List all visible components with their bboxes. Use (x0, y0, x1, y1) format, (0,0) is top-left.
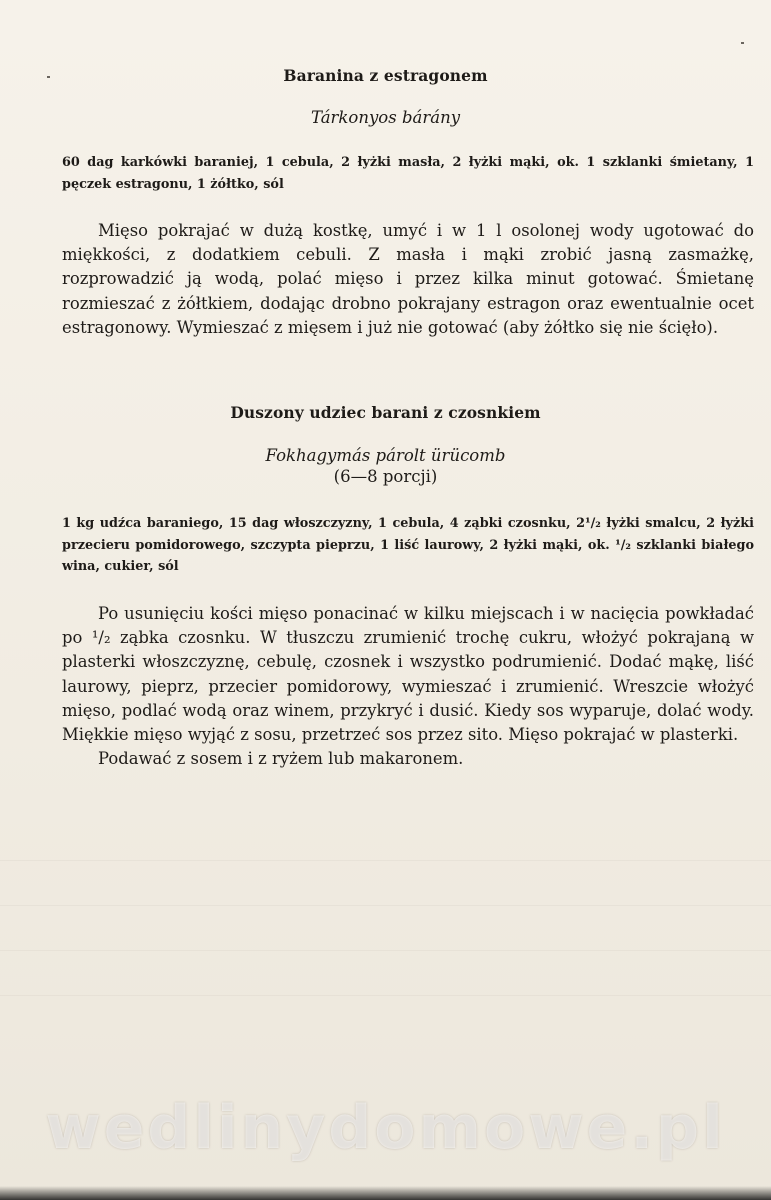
speck (741, 42, 744, 44)
bleed-line (0, 905, 771, 906)
watermark: wedlinydomowe.pl (45, 1093, 726, 1163)
ingredients-list: 60 dag karkówki baraniej, 1 cebula, 2 łyżki masła, 2 łyżki mąki, ok. 1 szklanki śmietany, 1 pęczek estragonu, 1 żółtko, sól (62, 155, 754, 192)
recipe-title: Baranina z estragonem (283, 66, 488, 85)
bleed-line (0, 995, 771, 996)
ingredients-list: 1 kg udźca baraniego, 15 dag włoszczyzny, 1 cebula, 4 ząbki czosnku, 2¹/₂ łyżki smalcu, 2 łyżki przecieru pomidorowego, szczypta pieprzu, 1 liść laurowy, 2 łyżki mąki, ok. ¹/₂ szklanki białego wina, cukier, sól (62, 516, 754, 574)
recipe-subtitle: Tárkonyos bárány (310, 108, 461, 127)
recipe-subtitle: Fokhagymás párolt ürücomb (265, 446, 506, 465)
instruction-paragraph: Mięso pokrajać w dużą kostkę, umyć i w 1 l osolonej wody ugotować do miękkości, z dodatkiem cebuli. Z masła i mąki zrobić jasną zasmażkę, rozprowadzić ją wodą, polać mięso i przez kilka minut gotować. Śmietanę rozmieszać z żółtkiem, dodając drobno pokrajany estragon oraz ewentualnie ocet estragonowy. Wymieszać z mięsem i już nie gotować (aby żółtko się nie ścięło). (62, 221, 754, 337)
recipe-instructions (62, 602, 754, 771)
page-bottom-shadow (0, 1186, 771, 1200)
recipe-instructions (62, 219, 754, 340)
instruction-paragraph: Po usunięciu kości mięso ponacinać w kilku miejscach i w nacięcia powkładać po ¹/₂ ząbka czosnku. W tłuszczu zrumienić trochę cukru, włożyć pokrajaną w plasterki włoszczyznę, cebulę, czosnek i wszystko podrumienić. Dodać mąkę, liść laurowy, pieprz, przecier pomidorowy, wymieszać i zrumienić. Wreszcie włożyć mięso, podlać wodą oraz winem, przykryć i dusić. Kiedy sos wyparuje, dolać wody. Miękkie mięso wyjąć z sosu, przetrzeć sos przez sito. Mięso pokrajać w plasterki. (62, 604, 754, 745)
bleed-line (0, 860, 771, 861)
instruction-paragraph: Podawać z sosem i z ryżem lub makaronem. (98, 749, 464, 769)
recipe-servings: (6—8 porcji) (333, 467, 438, 486)
recipe-title: Duszony udziec barani z czosnkiem (230, 403, 541, 422)
bleed-line (0, 950, 771, 951)
